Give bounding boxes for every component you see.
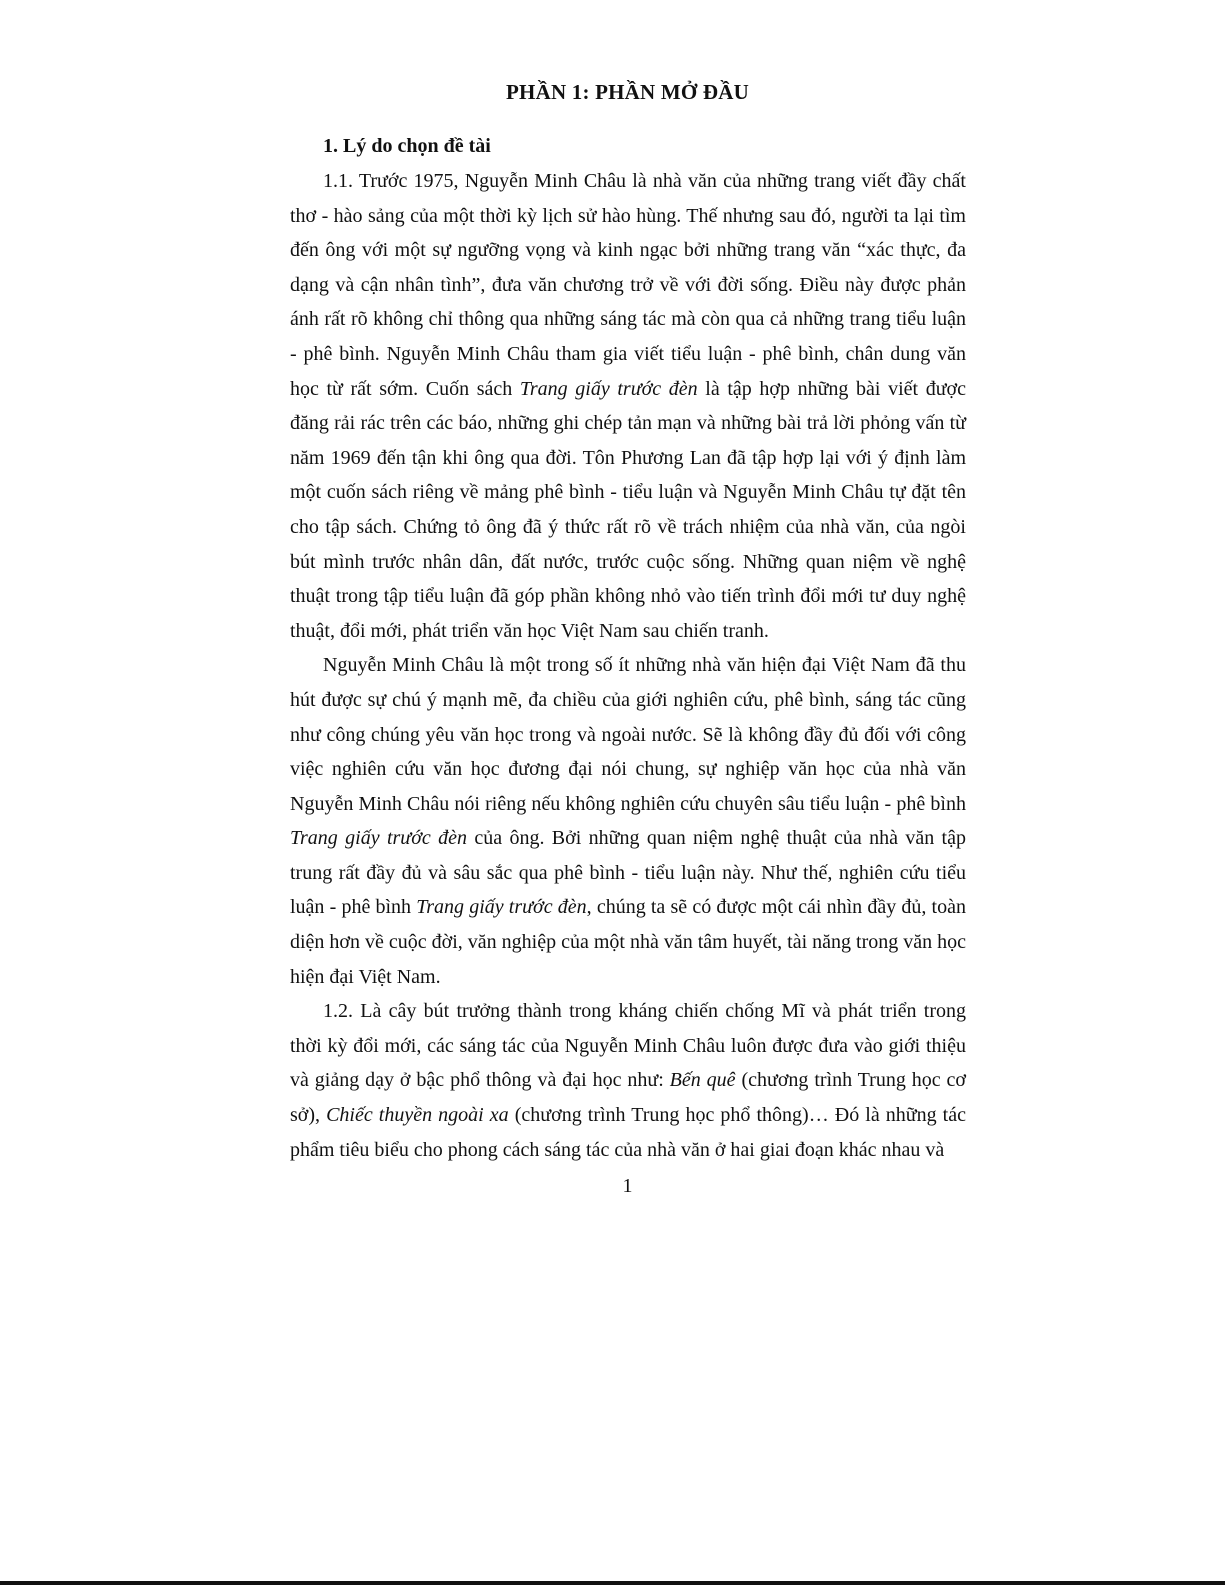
paragraph-1-text: là tập hợp những bài viết được đăng rải rác trên các báo, những ghi chép tản mạn và những bài trả lời phỏng vấn từ năm 1969 đến tận khi ông qua đời. Tôn Phương Lan đã tập hợp lại với ý định làm một cuốn sách riêng về mảng phê bình - tiểu luận và Nguyễn Minh Châu tự đặt tên cho tập sách. Chứng tỏ ông đã ý thức rất rõ về trách nhiệm của nhà văn, của ngòi bút mình trước nhân dân, đất nước, trước cuộc sống. Những quan niệm về nghệ thuật trong tập tiểu luận đã góp phần không nhỏ vào tiến trình đổi mới tư duy nghệ thuật, đổi mới, phát triển văn học Việt Nam sau chiến tranh. (290, 377, 966, 642)
paragraph-2 (290, 648, 966, 994)
paragraph-3-text: (chương trình Trung học cơ sở), (290, 1069, 966, 1127)
work-title-italic: Chiếc thuyền ngoài xa (326, 1104, 509, 1127)
work-title-italic: Bến quê (669, 1069, 736, 1092)
paragraph-3-text: (chương trình Trung học phổ thông)… Đó là những tác phẩm tiêu biểu cho phong cách sáng tác của nhà văn ở hai giai đoạn khác nhau và (290, 1104, 966, 1161)
page-title: PHẦN 1: PHẦN MỞ ĐẦU (506, 80, 749, 104)
paragraph-2-text: Nguyễn Minh Châu là một trong số ít những nhà văn hiện đại Việt Nam đã thu hút được sự chú ý mạnh mẽ, đa chiều của giới nghiên cứu, phê bình, sáng tác cũng như công chúng yêu văn học trong và ngoài nước. Sẽ là không đầy đủ đối với công việc nghiên cứu văn học đương đại nói chung, sự nghiệp văn học của nhà văn Nguyễn Minh Châu nói riêng nếu không nghiên cứu chuyên sâu tiểu luận - phê bình (290, 654, 966, 815)
paragraph-3-text: 1.2. Là cây bút trưởng thành trong kháng chiến chống Mĩ và phát triển trong thời kỳ đổi mới, các sáng tác của Nguyễn Minh Châu luôn được đưa vào giới thiệu và giảng dạy ở bậc phổ thông và đại học như: (290, 1000, 966, 1092)
paragraph-1-text: 1.1. Trước 1975, Nguyễn Minh Châu là nhà văn của những trang viết đầy chất thơ - hào sảng của một thời kỳ lịch sử hào hùng. Thế nhưng sau đó, người ta lại tìm đến ông với một sự ngưỡng vọng và kinh ngạc bởi những trang văn “xác thực, đa dạng và cận nhân tình”, đưa văn chương trở về với đời sống. Điều này được phản ánh rất rõ không chỉ thông qua những sáng tác mà còn qua cả những trang tiểu luận - phê bình. Nguyễn Minh Châu tham gia viết tiểu luận - phê bình, chân dung văn học từ rất sớm. Cuốn sách (290, 170, 966, 400)
body-text (290, 128, 966, 1167)
paragraph-2-text: của ông. Bởi những quan niệm nghệ thuật của nhà văn tập trung rất đầy đủ và sâu sắc qua phê bình - tiểu luận này. Như thế, nghiên cứu tiểu luận - phê bình (290, 827, 966, 919)
page-bottom-border (0, 1581, 1225, 1585)
book-title-italic: Trang giấy trước đèn (290, 827, 467, 850)
page-number: 1 (622, 1175, 633, 1197)
paragraph-3 (290, 994, 966, 1167)
book-title-italic: Trang giấy trước đèn (519, 377, 698, 400)
section-heading: 1. Lý do chọn đề tài (323, 135, 491, 157)
book-title-italic: Trang giấy trước đèn (416, 896, 587, 919)
paragraph-2-text: , chúng ta sẽ có được một cái nhìn đầy đủ, toàn diện hơn về cuộc đời, văn nghiệp của một nhà văn tâm huyết, tài năng trong văn học hiện đại Việt Nam. (290, 896, 966, 988)
paragraph-1 (290, 164, 966, 648)
